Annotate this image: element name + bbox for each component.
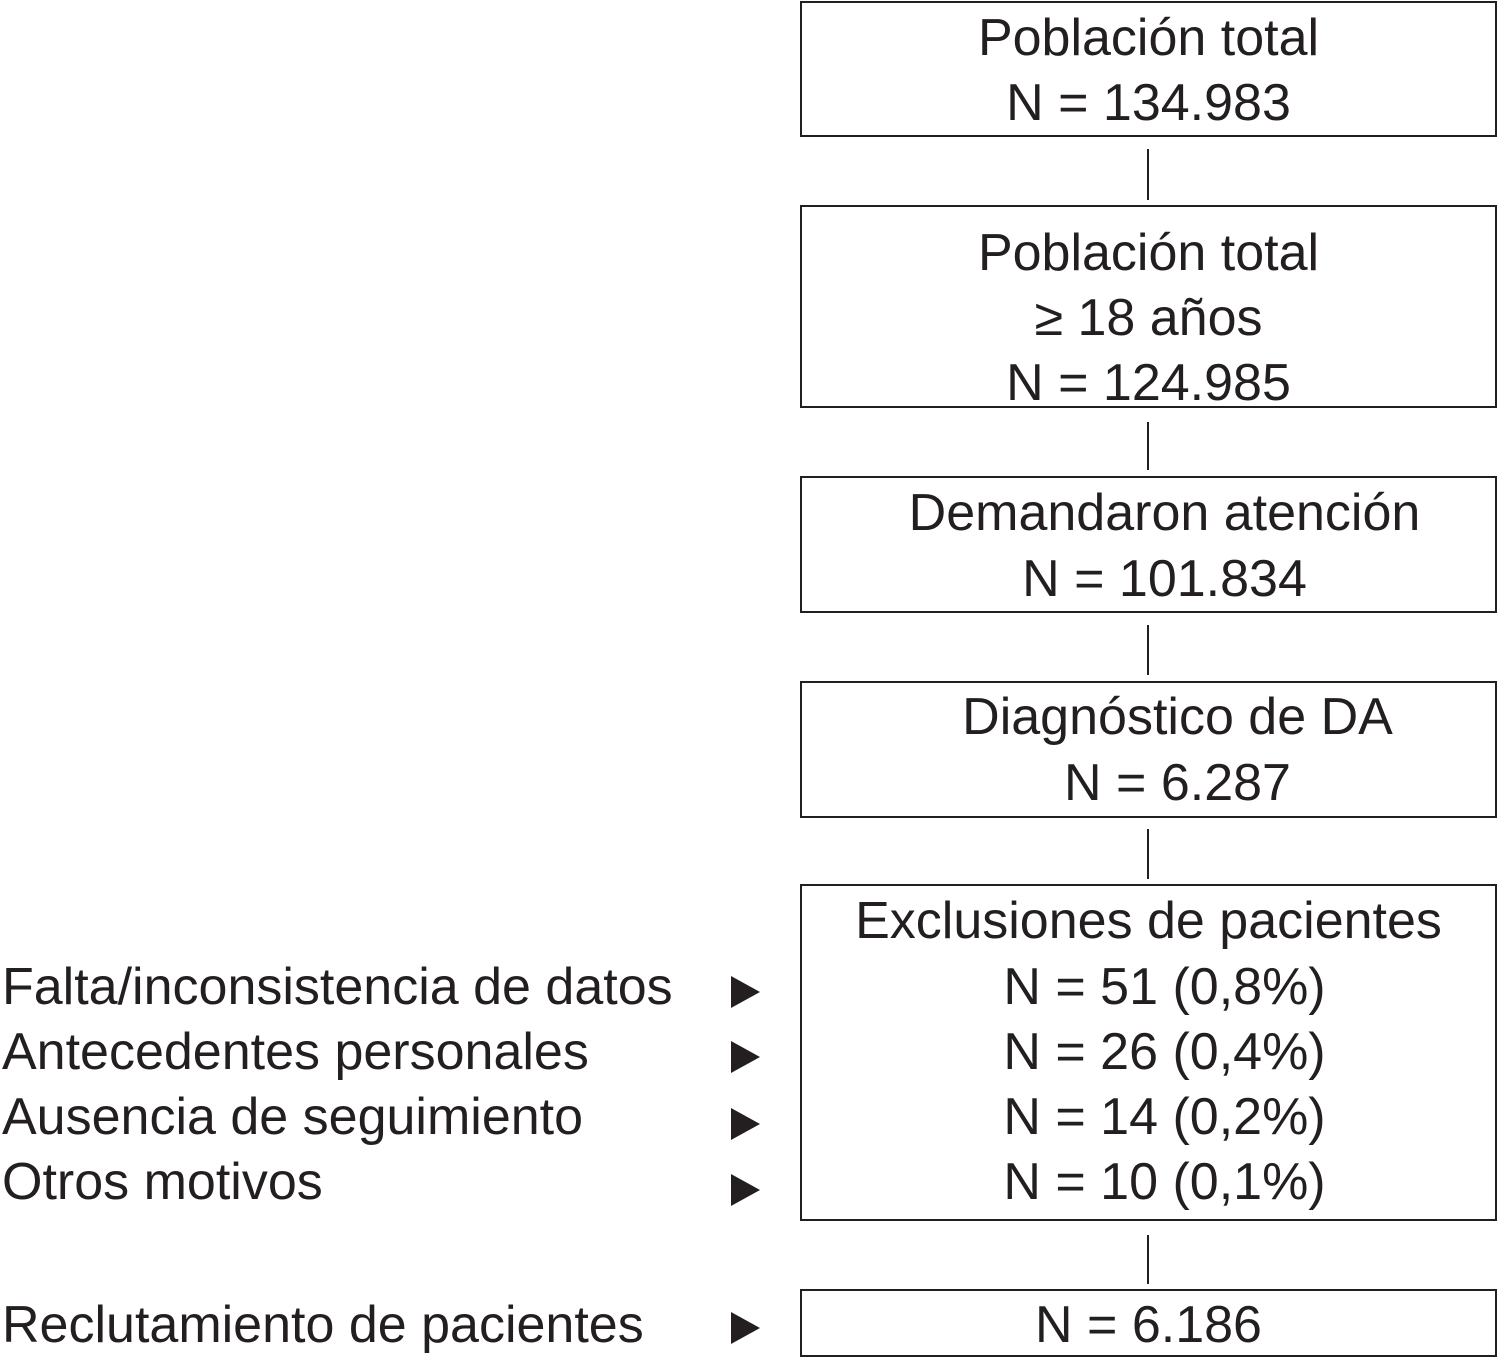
exclusion-count-3: N = 14 (0,2%) — [1003, 1088, 1326, 1146]
demand-title: Demandaron atención — [908, 484, 1421, 542]
exclusion-count-1: N = 51 (0,8%) — [1003, 958, 1326, 1016]
arrow-right-icon — [731, 1041, 760, 1073]
connector-4 — [1147, 829, 1149, 879]
exclusion-reason-4: Otros motivos — [2, 1153, 323, 1211]
recruitment-label: Reclutamiento de pacientes — [2, 1296, 644, 1354]
exclusion-reason-2: Antecedentes personales — [2, 1023, 589, 1081]
adults-subtitle: ≥ 18 años — [1034, 289, 1263, 347]
adults-count: N = 124.985 — [1006, 354, 1291, 412]
total-title: Población total — [977, 9, 1320, 67]
connector-5 — [1147, 1235, 1149, 1284]
demand-count: N = 101.834 — [1022, 550, 1307, 608]
recruitment-count: N = 6.186 — [1035, 1296, 1262, 1354]
connector-1 — [1147, 149, 1149, 200]
connector-2 — [1147, 422, 1149, 470]
exclusion-reason-3: Ausencia de seguimiento — [2, 1088, 584, 1146]
adults-title: Población total — [977, 224, 1320, 282]
total-count: N = 134.983 — [1006, 74, 1291, 132]
exclusion-reason-1: Falta/inconsistencia de datos — [2, 958, 673, 1016]
connector-3 — [1147, 625, 1149, 675]
exclusions-title: Exclusiones de pacientes — [855, 892, 1442, 950]
exclusion-count-2: N = 26 (0,4%) — [1003, 1023, 1326, 1081]
arrow-right-icon — [731, 1312, 760, 1344]
diagnosis-count: N = 6.287 — [1064, 754, 1291, 812]
arrow-right-icon — [731, 1174, 760, 1206]
arrow-right-icon — [731, 976, 760, 1008]
exclusion-count-4: N = 10 (0,1%) — [1003, 1153, 1326, 1211]
diagnosis-title: Diagnóstico de DA — [962, 688, 1393, 746]
arrow-right-icon — [731, 1108, 760, 1140]
